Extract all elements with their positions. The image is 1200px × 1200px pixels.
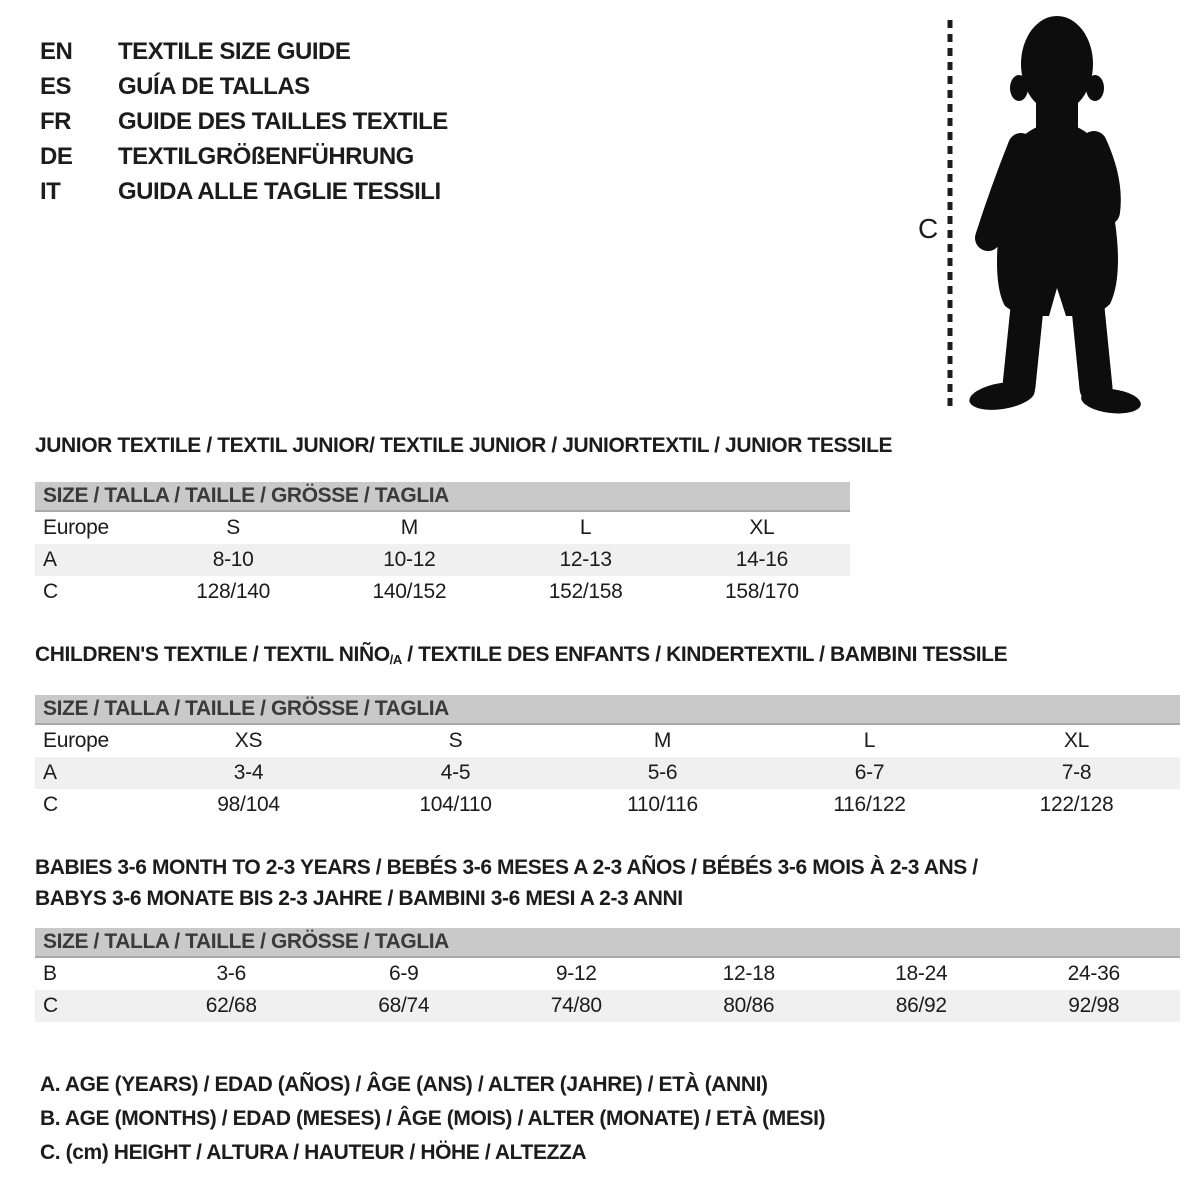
table-row (35, 757, 1180, 789)
row-label: A (43, 548, 57, 571)
table-cell: L (863, 729, 876, 752)
table-row (35, 789, 1180, 821)
table-cell: 24-36 (1067, 962, 1120, 985)
size-table-children (35, 725, 1180, 821)
table-cell: 80/86 (723, 994, 775, 1017)
section-junior-textile (35, 434, 893, 608)
language-label: GUÍA DE TALLAS (118, 72, 310, 100)
table-cell: S (448, 729, 463, 752)
table-cell: 9-12 (555, 962, 597, 985)
row-label: Europe (43, 516, 109, 539)
table-cell: 12-13 (559, 548, 612, 571)
table-cell: 10-12 (383, 548, 436, 571)
table-header: SIZE / TALLA / TAILLE / GRÖSSE / TAGLIA (35, 482, 850, 512)
table-cell: 7-8 (1061, 761, 1092, 784)
toddler-figure (900, 0, 1200, 420)
legend-line-b: B. AGE (MONTHS) / EDAD (MESES) / ÂGE (MOIS) / ALTER (MONATE) / ETÀ (MESI) (40, 1107, 826, 1130)
language-row-en (40, 34, 448, 69)
table-row (35, 512, 850, 544)
section-babies-textile (35, 852, 1180, 1022)
table-cell: 86/92 (895, 994, 947, 1017)
table-cell: 140/152 (372, 580, 447, 603)
table-cell: 116/122 (833, 793, 906, 816)
language-code: IT (40, 177, 61, 205)
table-cell: 104/110 (419, 793, 492, 816)
row-label: A (43, 761, 57, 784)
toddler-silhouette-icon (967, 16, 1142, 417)
table-cell: 3-4 (233, 761, 264, 784)
section-title-line-2: BABYS 3-6 MONATE BIS 2-3 JAHRE / BAMBINI 3-6 MESI A 2-3 ANNI (35, 887, 683, 910)
language-code: FR (40, 107, 71, 135)
table-cell: 18-24 (895, 962, 948, 985)
language-label: GUIDA ALLE TAGLIE TESSILI (118, 177, 441, 205)
language-code: DE (40, 142, 73, 170)
table-cell: L (579, 516, 592, 539)
table-cell: 110/116 (627, 793, 698, 816)
table-cell: S (226, 516, 240, 539)
title-part-sub: /A (389, 652, 402, 667)
table-cell: M (653, 729, 672, 752)
table-row (35, 990, 1180, 1022)
section-title: JUNIOR TEXTILE / TEXTIL JUNIOR/ TEXTILE JUNIOR / JUNIORTEXTIL / JUNIOR TESSILE (35, 434, 893, 457)
table-row (35, 544, 850, 576)
table-header: SIZE / TALLA / TAILLE / GRÖSSE / TAGLIA (35, 695, 1180, 725)
table-cell: 152/158 (548, 580, 623, 603)
language-code: EN (40, 37, 73, 65)
row-label: B (43, 962, 57, 985)
language-row-es (40, 69, 448, 104)
table-cell: 4-5 (440, 761, 471, 784)
table-cell: 14-16 (735, 548, 788, 571)
language-label: TEXTILGRÖßENFÜHRUNG (118, 142, 414, 170)
title-part: / TEXTILE DES ENFANTS / KINDERTEXTIL / BAMBINI TESSILE (401, 643, 1008, 666)
table-row (35, 725, 1180, 757)
table-cell: 12-18 (722, 962, 775, 985)
size-table-junior (35, 512, 850, 608)
table-cell: 74/80 (550, 994, 602, 1017)
language-row-fr (40, 104, 448, 139)
table-cell: 122/128 (1039, 793, 1114, 816)
table-header: SIZE / TALLA / TAILLE / GRÖSSE / TAGLIA (35, 928, 1180, 958)
row-label: C (43, 994, 58, 1017)
language-label: TEXTILE SIZE GUIDE (118, 37, 351, 65)
table-row (35, 958, 1180, 990)
language-label: GUIDE DES TAILLES TEXTILE (118, 107, 448, 135)
table-cell: XL (1063, 729, 1090, 752)
size-table-babies (35, 958, 1180, 1022)
table-cell: 158/170 (724, 580, 799, 603)
row-label: C (43, 580, 58, 603)
table-cell: 6-7 (854, 761, 885, 784)
table-cell: 62/68 (205, 994, 257, 1017)
measure-label-c: C (918, 213, 939, 244)
table-cell: 98/104 (217, 793, 280, 816)
legend-line-c: C. (cm) HEIGHT / ALTURA / HAUTEUR / HÖHE / ALTEZZA (40, 1141, 587, 1164)
table-cell: XS (234, 729, 263, 752)
table-cell: XL (749, 516, 775, 539)
table-row (35, 576, 850, 608)
table-cell: 6-9 (389, 962, 419, 985)
table-cell: 68/74 (378, 994, 430, 1017)
language-code: ES (40, 72, 72, 100)
language-row-it (40, 174, 448, 209)
table-cell: 128/140 (196, 580, 271, 603)
row-label: Europe (43, 729, 109, 752)
title-part: CHILDREN'S TEXTILE / TEXTIL NIÑO (35, 643, 390, 666)
section-children-textile (35, 643, 1180, 821)
table-cell: 3-6 (216, 962, 246, 985)
table-cell: 8-10 (212, 548, 254, 571)
row-label: C (43, 793, 58, 816)
table-cell: 5-6 (647, 761, 678, 784)
section-title (35, 643, 1180, 672)
legend-line-a: A. AGE (YEARS) / EDAD (AÑOS) / ÂGE (ANS) / ALTER (JAHRE) / ETÀ (ANNI) (40, 1073, 768, 1096)
section-title-line-1: BABIES 3-6 MONTH TO 2-3 YEARS / BEBÉS 3-6 MESES A 2-3 AÑOS / BÉBÉS 3-6 MOIS À 2-3 ANS / (35, 856, 978, 879)
language-row-de (40, 139, 448, 174)
table-cell: 92/98 (1068, 994, 1120, 1017)
measurement-legend (40, 1068, 825, 1170)
table-cell: M (400, 516, 418, 539)
language-list (40, 34, 448, 209)
